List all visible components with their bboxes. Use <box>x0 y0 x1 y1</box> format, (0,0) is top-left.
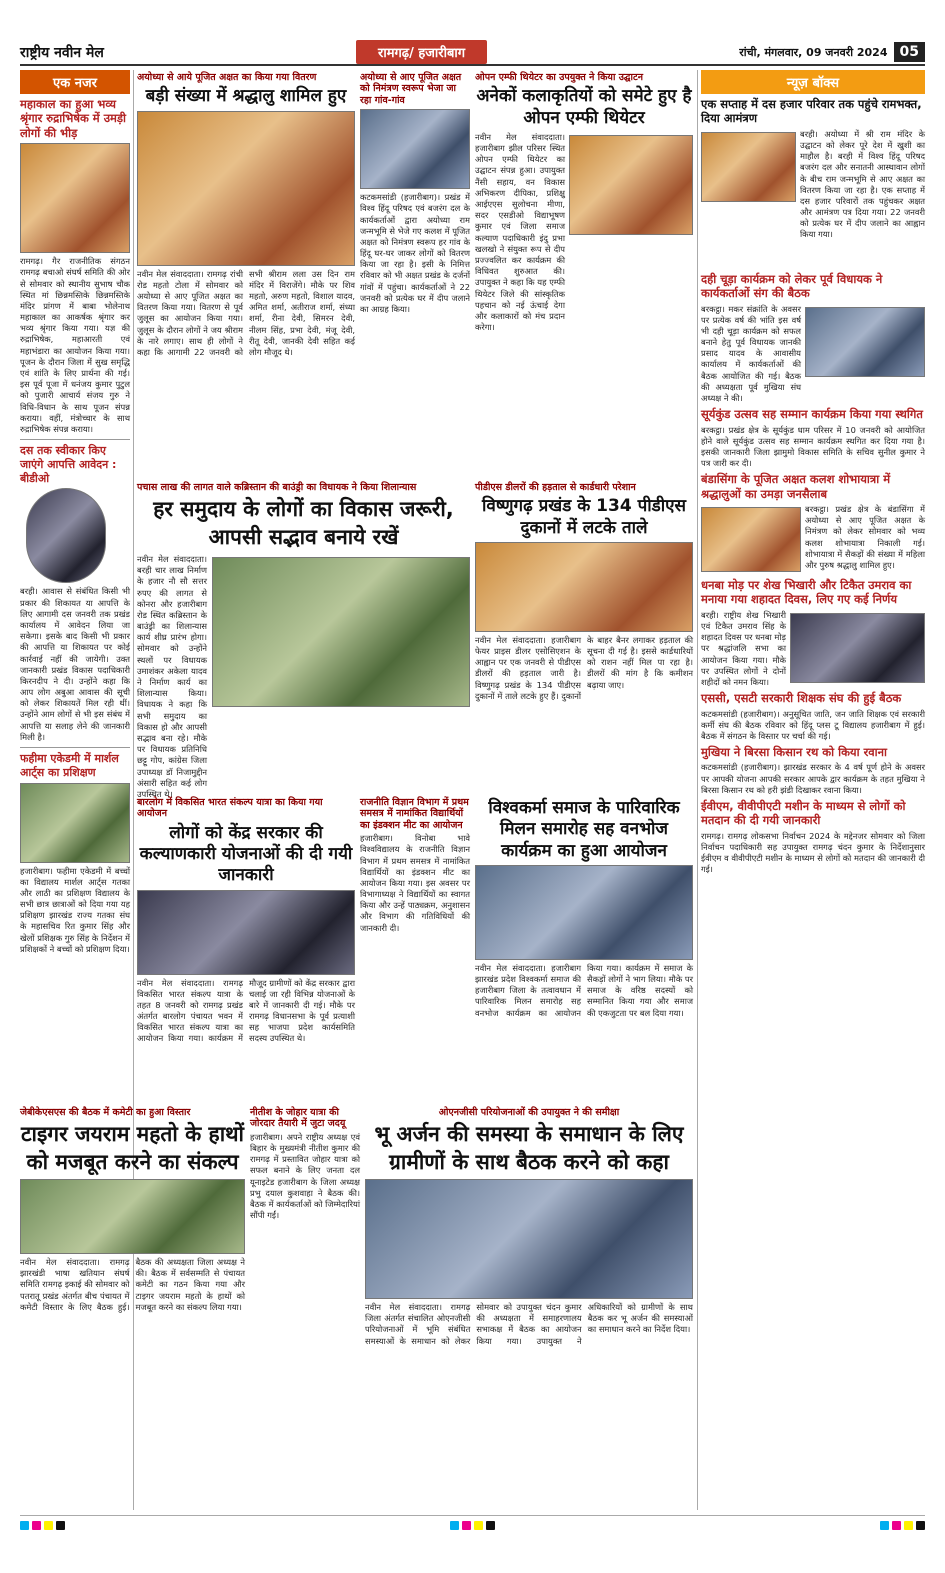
top-story-2 <box>360 70 470 475</box>
story-body: नवीन मेल संवाददाता। हजारीबाग फेयर प्राइस डीलर एसोसिएशन के आह्वान पर एक जनवरी से पीडीएस डीलरों की हड़ताल जारी है। विष्णुगढ़ प्रखंड के 134 पीडीएस दुकानों में ताले लटके हुए हैं। दुकानों के बाहर बैनर लगाकर हड़ताल की सूचना दी गई है। इससे कार्डधारियों को राशन नहीं मिल पा रहा है। डीलरों की मांग है कि कमीशन बढ़ाया जाए। <box>475 634 693 701</box>
story-heading: सूर्यकुंड उत्सव सह सम्मान कार्यक्रम किया गया स्थगित <box>701 407 923 422</box>
print-marks <box>20 1520 925 1530</box>
story-photo <box>805 307 925 377</box>
story-kicker: पचास लाख की लागत वाले कब्रिस्तान की बाउंड्री का विधायक ने किया शिलान्यास <box>137 482 417 493</box>
story-body: बरकट्ठा। प्रखंड क्षेत्र के बंडासिंगा में अयोध्या से आए पूजित अक्षत के निमंत्रण को लेकर सोमवार को भव्य कलश शोभायात्रा निकाली गई। शोभायात्रा में सैकड़ों की संख्या में महिला और पुरुष श्रद्धालु शामिल हुए। <box>805 504 925 570</box>
story-kicker: नीतीश के जोहार यात्रा की जोरदार तैयारी में जुटा जदयू <box>250 1107 346 1130</box>
story-body: नवीन मेल संवाददाता। रामगढ़ रांची रोड महतो टोला में सोमवार को अयोध्या से आए पूजित अक्षत का वितरण किया गया। वितरण से पूर्व जुलूस का आयोजन किया गया। जुलूस के दौरान लोगों ने जय श्रीराम के नारे लगाए। साथ ही लोगों ने कहा कि आगामी 22 जनवरी को सभी श्रीराम लला उस दिन राम मंदिर में विराजेंगे। मौके पर शिव महतो, अरुण महतो, विशाल यादव, अमित शर्मा, अतीराज शर्मा, संध्या शर्मा, रीना देवी, सिमरन देवी, नीलम सिंह, प्रभा देवी, मंजू देवी, रीतू देवी, जानकी देवी सहित कई लोग मौजूद थे। <box>137 268 355 357</box>
story-photo <box>365 1179 693 1299</box>
story-body: नवीन मेल संवाददाता। हजारीबाग झारखंड प्रदेश विश्वकर्मा समाज की हजारीबाग जिला के तत्वावधान में पारिवारिक मिलन समारोह सह वनभोज कार्यक्रम का आयोजन किया गया। कार्यक्रम में समाज के सैकड़ों लोगों ने भाग लिया। मौके पर समाज के वरिष्ठ सदस्यों को सम्मानित किया गया और समाज की एकजुटता पर बल दिया गया। <box>475 962 693 1018</box>
story-body: नवीन मेल संवाददाता। हजारीबाग झील परिसर स्थित ओपन एम्फी थियेटर का उद्घाटन संपन्न हुआ। उपायुक्त नैंसी सहाय, वन विकास अभिकरण दीपिका, प्रशिक्षु आईएएस सुलोचना मीणा, सदर एसडीओ विद्याभूषण कुमार एवं जिला समाज कल्याण पदाधिकारी इंदु प्रभा खलखो ने संयुक्त रूप से दीप प्रज्ज्वलित कर कार्यक्रम की विधिवत शुरुआत की। उपायुक्त ने कहा कि यह एम्फी थियेटर जिले की सांस्कृतिक पहचान को नई ऊंचाई देगा और कलाकारों को मंच प्रदान करेगा। <box>475 131 565 333</box>
news-box-title: न्यूज़ बॉक्स <box>701 70 925 94</box>
story-heading: विश्वकर्मा समाज के पारिवारिक मिलन समारोह सह वनभोज कार्यक्रम का हुआ आयोजन <box>488 798 680 861</box>
footer-rule <box>20 1515 925 1516</box>
row3-story-1 <box>137 795 355 1100</box>
mid-story-1 <box>137 480 470 799</box>
story-kicker: पीडीएस डीलरों की हड़ताल से कार्डधारी परेशान <box>475 482 636 493</box>
story-photo <box>137 111 355 266</box>
story-body: कटकमसांडी (हजारीबाग)। झारखंड सरकार के 4 वर्ष पूर्ण होने के अवसर पर आपकी योजना आपकी सरकार आपके द्वार कार्यक्रम के तहत मुखिया ने बिरसा किसान रथ को हरी झंडी दिखाकर रवाना किया। <box>701 762 925 795</box>
story-heading: बंडासिंगा के पूजित अक्षत कलश शोभायात्रा में श्रद्धालुओं का उमड़ा जनसैलाब <box>701 472 891 501</box>
story-kicker: ओपन एम्फी थियेटर का उपयुक्त ने किया उद्घाटन <box>475 72 644 83</box>
story-body: कटकमसांडी (हजारीबाग)। अनुसूचित जाति, जन जाति शिक्षक एवं सरकारी कर्मी संघ की बैठक रविवार को हिंदू प्लस टू विद्यालय हजारीबाग में हुई। बैठक में संगठन के विस्तार पर चर्चा की गई। <box>701 708 925 741</box>
column-rule <box>697 70 698 1510</box>
story-heading: लोगों को केंद्र सरकार की कल्याणकारी योजनाओं की दी गयी जानकारी <box>139 822 353 886</box>
story-heading: विष्णुगढ़ प्रखंड के 134 पीडीएस दुकानों में लटके ताले <box>481 496 687 538</box>
paper-name: राष्ट्रीय नवीन मेल <box>20 44 104 61</box>
story-kicker: राजनीति विज्ञान विभाग में प्रथम समसत्र में नामांकित विद्यार्थियों का इंडक्शन मीट का आयोजन <box>360 797 469 831</box>
story-heading: दस तक स्वीकार किए जाएंगे आपत्ति आवेदन : बीडीओ <box>20 444 117 485</box>
bottom-story-2 <box>250 1105 360 1510</box>
story-heading: धनबा मोड़ पर शेख भिखारी और टिकैत उमराव का मनाया गया शहादत दिवस, लिए गए कई निर्णय <box>701 578 912 607</box>
row3-story-3 <box>475 795 693 1100</box>
story-photo <box>360 109 470 189</box>
top-story-3 <box>475 70 693 475</box>
ek-nazar-tag: एक नजर <box>20 70 130 94</box>
story-photo <box>569 135 693 235</box>
story-heading: महाकाल का हुआ भव्य श्रृंगार रुद्राभिषेक में उमड़ी लोगों की भीड़ <box>20 97 126 140</box>
story-body: नवीन मेल संवाददाता। रामगढ़ जिला अंतर्गत संचालित ओएनजीसी परियोजनाओं में भूमि संबंधित समस्याओं के समाधान को लेकर सोमवार को उपायुक्त चंदन कुमार की अध्यक्षता में समाहरणालय सभाकक्ष में बैठक का आयोजन किया गया। उपायुक्त ने अधिकारियों को ग्रामीणों के साथ बैठक कर भू अर्जन की समस्याओं का समाधान करने का निर्देश दिया। <box>365 1301 693 1346</box>
divider <box>20 747 130 748</box>
story-body: रामगढ़। गैर राजनीतिक संगठन रामगढ़ बचाओ संघर्ष समिति की ओर से सोमवार को स्थानीय सुभाष चौक स्थित मां छिन्नमस्तिके छिन्नमस्तिके मंदिर प्रांगण में बाबा भोलेनाथ महाकाल का आकर्षक श्रृंगार कर भव्य श्रृंगार किया गया। यज्ञ की रुद्राभिषेक, महाआरती एवं महाभंडारा का आयोजन किया गया। पूजन के दौरान जिला में सुख समृद्धि एवं शांति के लिए प्रार्थना की गई। इस पूर्व पूजा में धनंजय कुमार पुटुल को पुजारी आचार्य संजय गुरु ने विधि-विधान के साथ पूजन संपन्न कराया। वहीं, मंत्रोच्चार के साथ रुद्राभिषेक संपन्न कराया। <box>20 256 130 434</box>
story-photo <box>137 890 355 975</box>
story-body: हजारीबाग। विनोबा भावे विश्वविद्यालय के राजनीति विज्ञान विभाग में प्रथम समसत्र में नामांकित विद्यार्थियों का इंडक्शन मीट का आयोजन किया गया। इस अवसर पर विभागाध्यक्ष ने विद्यार्थियों का स्वागत किया और उन्हें पाठ्यक्रम, अनुशासन और विभाग की गतिविधियों की जानकारी दी। <box>360 833 470 933</box>
page-number: 05 <box>894 42 925 62</box>
story-photo <box>790 613 925 683</box>
story-heading: हर समुदाय के लोगों का विकास जरूरी, आपसी सद्भाव बनाये रखें <box>153 497 454 549</box>
story-photo <box>212 557 470 707</box>
masthead-right <box>739 42 925 62</box>
story-kicker: अयोध्या से आये पूजित अक्षत का किया गया वितरण <box>137 72 317 83</box>
bdo-portrait <box>26 488 106 583</box>
story-body: कटकमसांडी (हजारीबाग)। प्रखंड में विश्व हिंदू परिषद एवं बजरंग दल के कार्यकर्ताओं द्वारा अयोध्या राम जन्मभूमि से भेजे गए कलश में पूजित अक्षत को निमंत्रण स्वरूप हर गांव के हिंदू घर-घर जाकर लोगों को वितरण किया जा रहा है। इसी के निमित्त रविवार को भी अक्षत प्रखंड के दर्जनों गांवों में पहुंचा। कार्यकर्ताओं ने 22 जनवरी को प्रत्येक घर में दीप जलाने का आग्रह किया। <box>360 192 470 315</box>
story-kicker: ओएनजीसी परियोजनाओं की उपायुक्त ने की समीक्षा <box>438 1107 620 1118</box>
section-title: रामगढ़/ हजारीबाग <box>356 40 487 64</box>
divider <box>20 439 130 440</box>
story-kicker: अयोध्या से आए पूजित अक्षत को निमंत्रण स्वरूप भेजा जा रहा गांव-गांव <box>360 72 462 106</box>
bottom-story-3 <box>365 1105 693 1510</box>
story-heading: बड़ी संख्या में श्रद्धालु शामिल हुए <box>145 86 347 107</box>
story-photo <box>701 507 801 572</box>
story-body: नवीन मेल संवाददाता। रामगढ़ विकसित भारत संकल्प यात्रा के तहत 8 जनवरी को रामगढ़ प्रखंड अंतर्गत बारलोग पंचायत भवन में विकसित भारत संकल्प यात्रा का आयोजन किया गया। कार्यक्रम में मौजूद ग्रामीणों को केंद्र सरकार द्वारा चलाई जा रही विभिन्न योजनाओं के बारे में जानकारी दी गई। मौके पर रामगढ़ विधानसभा के पूर्व प्रत्याशी सह भाजपा प्रदेश कार्यसमिति सदस्य उपस्थित थे। <box>137 977 355 1044</box>
story-body: बरकट्ठा। प्रखंड क्षेत्र के सूर्यकुंड धाम परिसर में 10 जनवरी को आयोजित होने वाले सूर्यकुंड उत्सव सह सम्मान कार्यक्रम स्थगित कर दिया गया है। इसकी जानकारी जिला झामुमो विकास समिति के सचिव सुनील कुमार ने पत्र जारी कर दी। <box>701 424 925 469</box>
story-body: नवीन मेल संवाददाता। रामगढ़ झारखंडी भाषा खतियान संघर्ष समिति रामगढ़ इकाई की सोमवार को पतरातू प्रखंड अंतर्गत बीच पंचायत में कमेटी विस्तार के लिए बैठक हुई। बैठक की अध्यक्षता जिला अध्यक्ष ने की। बैठक में सर्वसम्मति से पंचायत कमेटी का गठन किया गया और टाइगर जयराम महतो के हाथों को मजबूत करने का संकल्प लिया गया। <box>20 1256 245 1312</box>
story-body: बरही। अयोध्या में श्री राम मंदिर के उद्घाटन को लेकर पूरे देश में खुशी का माहौल है। बरही में विश्व हिंदू परिषद बजरंग दल और सनातनी आस्थावान लोगों के बीच राम जन्मभूमि से आए अक्षत का वितरण किया जा रहा है। एक सप्ताह में दस हजार परिवारों तक पहुंचकर अक्षत और आमंत्रण पत्र दिया गया। 22 जनवरी को प्रत्येक घर में दीप जलाने का आह्वान किया गया। <box>800 128 925 240</box>
news-box <box>701 70 925 1510</box>
story-photo <box>20 143 130 253</box>
top-story-1 <box>137 70 355 475</box>
story-heading: दही चूड़ा कार्यक्रम को लेकर पूर्व विधायक ने कार्यकर्ताओं संग की बैठक <box>701 271 883 301</box>
bottom-story-1 <box>20 1105 245 1510</box>
row3-story-2 <box>360 795 470 1100</box>
story-heading: टाइगर जयराम महतो के हाथों को मजबूत करने का संकल्प <box>20 1122 245 1174</box>
story-heading: एससी, एसटी सरकारी शिक्षक संघ की हुई बैठक <box>701 691 902 706</box>
story-heading: मुखिया ने बिरसा किसान रथ को किया रवाना <box>701 745 888 760</box>
story-photo <box>475 542 693 632</box>
story-heading: अनेकों कलाकृतियों को समेटे हुए है ओपन एम्फी थियेटर <box>476 86 692 128</box>
color-bar-center <box>450 1521 495 1530</box>
dateline: रांची, मंगलवार, 09 जनवरी 2024 <box>739 45 888 59</box>
story-photo <box>475 865 693 960</box>
story-body: हजारीबाग। फहीमा एकेडमी में बच्चों का विद्यालय मार्शल आर्ट्स गतका और लाठी का प्रशिक्षण विद्यालय के सभी छात्र छात्राओं को दिया गया यह प्रशिक्षण झारखंड राज्य गतका संघ के महासचिव रित कुमार सिंह और खेलों प्रशिक्षक गुरु सिंह के निर्देशन में प्रशिक्षकों ने बच्चों को प्रशिक्षण दिया। <box>20 865 130 954</box>
story-kicker: बारलोग में विकसित भारत संकल्प यात्रा का किया गया आयोजन <box>137 797 323 820</box>
story-body: हजारीबाग। अपने राष्ट्रीय अध्यक्ष एवं बिहार के मुख्यमंत्री नीतीश कुमार की रामगढ़ में प्रस्तावित जोहार यात्रा को सफल बनाने के लिए जनता दल यूनाइटेड हजारीबाग के जिला अध्यक्ष प्रभु दयाल कुशवाहा ने बैठक की। बैठक में कार्यकर्ताओं को जिम्मेदारियां सौंपी गईं। <box>250 1131 360 1221</box>
story-heading: फहीमा एकेडमी में मार्शल आर्ट्स का प्रशिक्षण <box>20 752 119 779</box>
story-body: रामगढ़। रामगढ़ लोकसभा निर्वाचन 2024 के मद्देनजर सोमवार को जिला निर्वाचन पदाधिकारी सह उपायुक्त रामगढ़ चंदन कुमार के निर्देशानुसार ईवीएम व वीवीपीएटी मशीन के माध्यम से लोगों को मतदान की जानकारी दी गई। <box>701 830 925 875</box>
masthead <box>20 40 925 66</box>
color-bar-right <box>880 1521 925 1530</box>
story-body: नवीन मेल संवाददाता। बरही चार लाख निर्माण के हजार नौ सौ सत्तर रुपए की लागत से कोनरा और हजारीबाग रोड स्थित कब्रिस्तान के बाउंड्री का शिलान्यास कार्य शीघ्र प्रारंभ होगा। सोमवार को उन्होंने स्थलों पर विधायक उमाशंकर अकेला यादव ने निर्माण कार्य का शिलान्यास किया। विधायक ने कहा कि सभी समुदाय का विकास हो और आपसी सद्भाव बना रहे। मौके पर विधायक प्रतिनिधि छट्टू गोप, कांग्रेस जिला उपाध्यक्ष डॉ निजामुद्दीन अंसारी सहित कई लोग उपस्थित थे। <box>137 553 207 799</box>
story-heading: भू अर्जन की समस्या के समाधान के लिए ग्रामीणों के साथ बैठक करने को कहा <box>374 1122 684 1174</box>
story-photo <box>20 1179 245 1254</box>
mid-story-2 <box>475 480 693 780</box>
story-photo <box>701 132 796 202</box>
story-kicker: जेबीकेएसएस की बैठक में कमेटी का हुआ विस्तार <box>20 1107 191 1118</box>
color-bar-left <box>20 1521 65 1530</box>
story-photo <box>20 783 130 863</box>
story-body: बरही। राष्ट्रीय शेख भिखारी एवं टिकैत उमराव सिंह के शहादत दिवस पर धनबा मोड़ पर श्रद्धांजलि सभा का आयोजन किया गया। मौके पर उपस्थित लोगों ने दोनों शहीदों को नमन किया। <box>701 609 786 687</box>
story-body: बरकट्ठा। मकर संक्रांति के अवसर पर प्रत्येक वर्ष की भांति इस वर्ष भी दही चूड़ा कार्यक्रम को सफल बनाने हेतु पूर्व विधायक जानकी प्रसाद यादव के आवासीय कार्यालय में कार्यकर्ताओं की बैठक आयोजित की गई। बैठक की अध्यक्षता पूर्व मुखिया संघ अध्यक्ष ने की। <box>701 303 801 403</box>
story-body: बरही। आवास से संबंधित किसी भी प्रकार की शिकायत या आपत्ति के लिए आगामी दस जनवरी तक प्रखंड कार्यालय में आवेदन लिया जा सकेगा। इसके बाद किसी भी प्रकार की आपत्ति या शिकायत पर कोई कार्रवाई नहीं की जायेगी। उक्त जानकारी प्रखंड विकास पदाधिकारी किरनदीप ने दी। उन्होंने कहा कि आप लोग अबुआ आवास की सूची को लेकर शिकायतें मिल रही थीं। उन्होंने आम लोगों से भी इस संबंध में आपत्ति या सलाह लेने की जानकारी मिली है। <box>20 586 130 742</box>
story-heading: एक सप्ताह में दस हजार परिवार तक पहुंचे रामभक्त, दिया आमंत्रण <box>701 97 922 126</box>
story-heading: ईवीएम, वीवीपीएटी मशीन के माध्यम से लोगों को मतदान की दी गयी जानकारी <box>701 799 906 828</box>
